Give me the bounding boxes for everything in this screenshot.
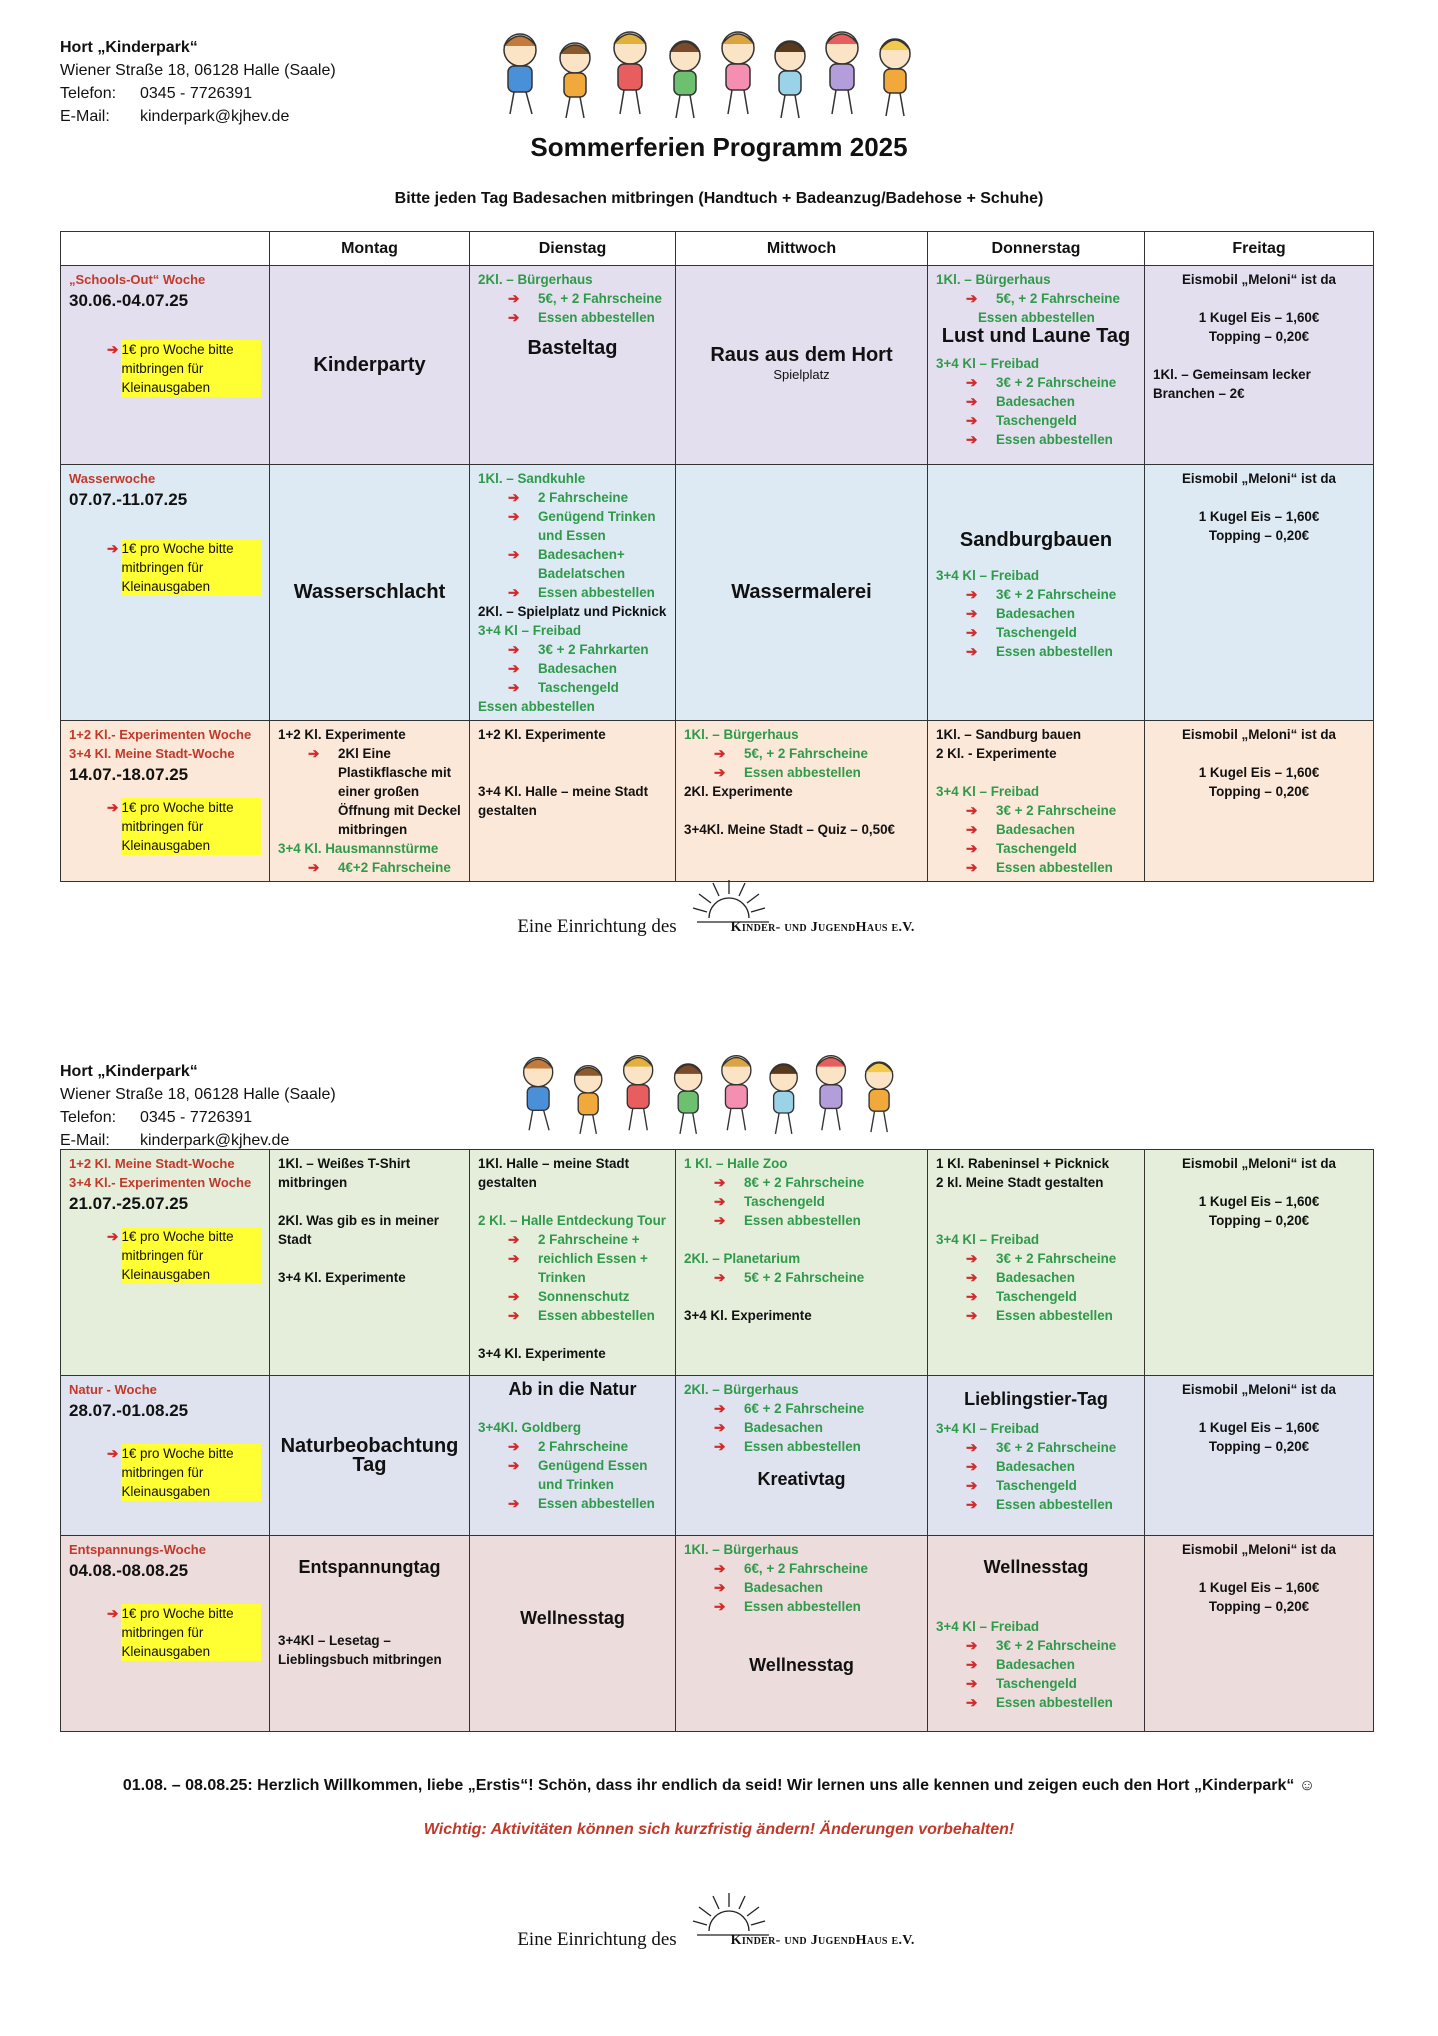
table-row [61,1376,1374,1536]
week-name: „Schools-Out“ Woche [69,272,206,287]
page-2 [0,1015,1438,2036]
friday-cell: Eismobil „Meloni“ ist da 1 Kugel Eis – 1,60€ Topping – 0,20€ [1145,1536,1374,1732]
arrow-icon: ➔ [714,1599,726,1614]
arrow-icon: ➔ [966,625,978,640]
arrow-icon: ➔ [714,1213,726,1228]
welcome-message: 01.08. – 08.08.25: Herzlich Willkommen, liebe „Erstis“! Schön, dass ihr endlich da seid! Wir lernen uns alle kennen und zeigen euch den Hort „Kinderpark“ ☺ [122,1777,1316,1794]
sun-icon [691,1891,771,1939]
week-cell: Natur - Woche 28.07.-01.08.25 ➔ 1€ pro Woche bitte mitbringen für Kleinausgaben [61,1376,270,1536]
arrow-icon: ➔ [107,1446,119,1461]
thursday-cell: 1 Kl. Rabeninsel + Picknick 2 kl. Meine Stadt gestalten 3+4 Kl – Freibad ➔ 3€ + 2 Fahrscheine ➔ Badesachen ➔ Taschengeld ➔ Essen abbestellen [928,1150,1145,1376]
table-row [61,266,1374,465]
arrow-icon: ➔ [966,1289,978,1304]
arrow-icon: ➔ [966,587,978,602]
header-tuesday: Dienstag [470,232,676,266]
friday-cell: Eismobil „Meloni“ ist da 1 Kugel Eis – 1,60€ Topping – 0,20€ [1145,721,1374,882]
arrow-icon: ➔ [966,394,978,409]
arrow-icon: ➔ [714,1439,726,1454]
week-note: ➔ 1€ pro Woche bitte mitbringen für Kleinausgaben [69,340,261,397]
children-illustration [480,1043,960,1143]
phone-label: Telefon: [60,85,117,102]
friday-cell: Eismobil „Meloni“ ist da 1 Kugel Eis – 1,60€ Topping – 0,20€ [1145,1376,1374,1536]
table-row [61,1536,1374,1732]
thursday-cell: 1Kl. – Sandburg bauen 2 Kl. - Experimente 3+4 Kl – Freibad ➔ 3€ + 2 Fahrscheine ➔ Badesachen ➔ Taschengeld ➔ Essen abbestellen [928,721,1145,882]
org-phone: 0345 - 7726391 [140,85,253,102]
friday-cell: Eismobil „Meloni“ ist da 1 Kugel Eis – 1,60€ Topping – 0,20€ 1Kl. – Gemeinsam lecker Branchen – 2€ [1145,266,1374,465]
arrow-icon: ➔ [308,860,320,875]
arrow-icon: ➔ [508,509,520,524]
arrow-icon: ➔ [966,1497,978,1512]
arrow-icon: ➔ [508,1496,520,1511]
arrow-icon: ➔ [107,800,119,815]
header-week [61,232,270,266]
footer-text: Eine Einrichtung des [517,916,677,937]
arrow-icon: ➔ [107,1606,119,1621]
page-title: Sommerferien Programm 2025 [530,132,908,162]
wednesday-cell: 2Kl. – Bürgerhaus ➔ 6€ + 2 Fahrscheine ➔ Badesachen ➔ Essen abbestellen Kreativtag [676,1376,928,1536]
monday-cell: Entspannungtag 3+4Kl – Lesetag – Lieblingsbuch mitbringen [270,1536,470,1732]
header-wednesday: Mittwoch [676,232,928,266]
arrow-icon: ➔ [966,1657,978,1672]
arrow-icon: ➔ [714,1401,726,1416]
header-thursday: Donnerstag [928,232,1145,266]
wednesday-cell: 1Kl. – Bürgerhaus ➔ 5€, + 2 Fahrscheine ➔ Essen abbestellen 2Kl. Experimente 3+4Kl. Meine Stadt – Quiz – 0,50€ [676,721,928,882]
sun-icon [691,878,771,926]
arrow-icon: ➔ [966,1459,978,1474]
arrow-icon: ➔ [966,803,978,818]
kjh-logo [691,878,921,938]
friday-cell: Eismobil „Meloni“ ist da 1 Kugel Eis – 1,60€ Topping – 0,20€ [1145,1150,1374,1376]
header-friday: Freitag [1145,232,1374,266]
thursday-cell: Lieblingstier-Tag 3+4 Kl – Freibad ➔ 3€ + 2 Fahrscheine ➔ Badesachen ➔ Taschengeld ➔ Essen abbestellen [928,1376,1145,1536]
tuesday-cell: 2Kl. – Bürgerhaus ➔ 5€, + 2 Fahrscheine ➔ Essen abbestellen Basteltag [470,266,676,465]
arrow-icon: ➔ [107,342,119,357]
arrow-icon: ➔ [107,1229,119,1244]
warning-message: Wichtig: Aktivitäten können sich kurzfristig ändern! Änderungen vorbehalten! [423,1821,1015,1838]
week-cell [61,266,270,465]
arrow-icon: ➔ [966,1308,978,1323]
thursday-cell: Sandburgbauen 3+4 Kl – Freibad ➔ 3€ + 2 Fahrscheine ➔ Badesachen ➔ Taschengeld ➔ Essen abbestellen [928,465,1145,721]
tuesday-cell: Ab in die Natur 3+4Kl. Goldberg ➔ 2 Fahrscheine ➔ Genügend Essen und Trinken ➔ Essen abbestellen [470,1376,676,1536]
arrow-icon: ➔ [508,310,520,325]
friday-cell: Eismobil „Meloni“ ist da 1 Kugel Eis – 1,60€ Topping – 0,20€ [1145,465,1374,721]
org-address-block: Hort „Kinderpark“ Wiener Straße 18, 06128 Halle (Saale) Telefon: 0345 - 7726391 E-Mail: kinderpark@kjhev.de [60,1063,336,1149]
week-cell: Entspannungs-Woche 04.08.-08.08.25 ➔ 1€ pro Woche bitte mitbringen für Kleinausgaben [61,1536,270,1732]
arrow-icon: ➔ [508,490,520,505]
arrow-icon: ➔ [966,606,978,621]
arrow-icon: ➔ [966,1676,978,1691]
wednesday-cell: 1Kl. – Bürgerhaus ➔ 6€, + 2 Fahrscheine ➔ Badesachen ➔ Essen abbestellen Wellnesstag [676,1536,928,1732]
monday-cell: 1+2 Kl. Experimente ➔ 2Kl Eine Plastikflasche mit einer großen Öffnung mit Deckel mitbringen 3+4 Kl. Hausmannstürme ➔ 4€+2 Fahrscheine [270,721,470,882]
wednesday-cell: Wassermalerei [676,465,928,721]
program-table-2 [60,1149,1374,1732]
arrow-icon: ➔ [966,1695,978,1710]
week-cell: 1+2 Kl.- Experimenten Woche 3+4 Kl. Meine Stadt-Woche 14.07.-18.07.25 ➔ 1€ pro Woche bitte mitbringen für Kleinausgaben [61,721,270,882]
arrow-icon: ➔ [966,291,978,306]
monday-cell: Kinderparty [270,266,470,465]
monday-cell: 1Kl. – Weißes T-Shirt mitbringen 2Kl. Was gib es in meiner Stadt 3+4 Kl. Experimente [270,1150,470,1376]
arrow-icon: ➔ [966,860,978,875]
header-monday: Montag [270,232,470,266]
arrow-icon: ➔ [966,413,978,428]
footer: Eine Einrichtung des Kinder- und JugendHaus e.V. [0,1885,1438,1951]
footer [0,872,1438,938]
arrow-icon: ➔ [508,585,520,600]
table-row [61,721,1374,882]
monday-cell: Wasserschlacht [270,465,470,721]
thursday-cell: 1Kl. – Bürgerhaus ➔ 5€, + 2 Fahrscheine Essen abbestellen Lust und Laune Tag 3+4 Kl – Freibad ➔ 3€ + 2 Fahrscheine ➔ Badesachen ➔ Taschengeld ➔ Essen abbestellen [928,266,1145,465]
arrow-icon: ➔ [714,1580,726,1595]
page-1 [0,0,1438,1010]
wednesday-cell: Raus aus dem Hort Spielplatz [676,266,928,465]
logo-text: Kinder- und JugendHaus e.V. [730,920,915,935]
arrow-icon: ➔ [308,746,320,761]
arrow-icon: ➔ [714,1175,726,1190]
arrow-icon: ➔ [966,432,978,447]
children-illustration [480,18,960,128]
monday-cell: Naturbeobachtung Tag [270,1376,470,1536]
arrow-icon: ➔ [508,547,520,562]
arrow-icon: ➔ [714,1194,726,1209]
arrow-icon: ➔ [714,746,726,761]
arrow-icon: ➔ [966,644,978,659]
table-row [61,1150,1374,1376]
wednesday-cell: 1 Kl. – Halle Zoo ➔ 8€ + 2 Fahrscheine ➔ Taschengeld ➔ Essen abbestellen 2Kl. – Planetarium ➔ 5€ + 2 Fahrscheine 3+4 Kl. Experimente [676,1150,928,1376]
arrow-icon: ➔ [966,375,978,390]
tuesday-cell: 1+2 Kl. Experimente 3+4 Kl. Halle – meine Stadt gestalten [470,721,676,882]
arrow-icon: ➔ [966,822,978,837]
arrow-icon: ➔ [714,1420,726,1435]
arrow-icon: ➔ [508,1251,520,1266]
org-address-block [60,36,336,128]
arrow-icon: ➔ [966,1440,978,1455]
kjh-logo: Kinder- und JugendHaus e.V. [691,1891,921,1951]
arrow-icon: ➔ [714,765,726,780]
arrow-icon: ➔ [966,1478,978,1493]
org-name: Hort „Kinderpark“ [60,39,198,56]
table-header-row [61,232,1374,266]
arrow-icon: ➔ [508,680,520,695]
arrow-icon: ➔ [966,1270,978,1285]
org-email: kinderpark@kjhev.de [140,108,290,125]
week-dates: 30.06.-04.07.25 [69,291,189,310]
page-subtitle: Bitte jeden Tag Badesachen mitbringen (Handtuch + Badeanzug/Badehose + Schuhe) [394,190,1044,207]
arrow-icon: ➔ [966,841,978,856]
arrow-icon: ➔ [966,1251,978,1266]
program-table-1 [60,231,1374,882]
tuesday-cell: 1Kl. – Sandkuhle ➔ 2 Fahrscheine ➔ Genügend Trinken und Essen ➔ Badesachen+ Badelatschen ➔ Essen abbestellen 2Kl. – Spielplatz und Picknick 3+4 Kl – Freibad ➔ 3€ + 2 Fahrkarten ➔ Badesachen ➔ Taschengeld Essen abbestellen [470,465,676,721]
arrow-icon: ➔ [966,1638,978,1653]
tuesday-cell: 1Kl. Halle – meine Stadt gestalten 2 Kl. – Halle Entdeckung Tour ➔ 2 Fahrscheine + ➔ reichlich Essen + Trinken ➔ Sonnenschutz ➔ Essen abbestellen 3+4 Kl. Experimente [470,1150,676,1376]
table-row [61,465,1374,721]
org-address: Wiener Straße 18, 06128 Halle (Saale) [60,62,336,79]
arrow-icon: ➔ [508,1232,520,1247]
arrow-icon: ➔ [508,291,520,306]
arrow-icon: ➔ [508,661,520,676]
arrow-icon: ➔ [508,1458,520,1473]
arrow-icon: ➔ [107,541,119,556]
arrow-icon: ➔ [508,1308,520,1323]
arrow-icon: ➔ [508,1289,520,1304]
thursday-cell: Wellnesstag 3+4 Kl – Freibad ➔ 3€ + 2 Fahrscheine ➔ Badesachen ➔ Taschengeld ➔ Essen abbestellen [928,1536,1145,1732]
arrow-icon: ➔ [508,1439,520,1454]
arrow-icon: ➔ [714,1561,726,1576]
email-label: E-Mail: [60,108,110,125]
week-cell: 1+2 Kl. Meine Stadt-Woche 3+4 Kl.- Experimenten Woche 21.07.-25.07.25 ➔ 1€ pro Woche bitte mitbringen für Kleinausgaben [61,1150,270,1376]
tuesday-cell: Wellnesstag [470,1536,676,1732]
arrow-icon: ➔ [714,1270,726,1285]
arrow-icon: ➔ [508,642,520,657]
week-cell: Wasserwoche 07.07.-11.07.25 ➔ 1€ pro Woche bitte mitbringen für Kleinausgaben [61,465,270,721]
